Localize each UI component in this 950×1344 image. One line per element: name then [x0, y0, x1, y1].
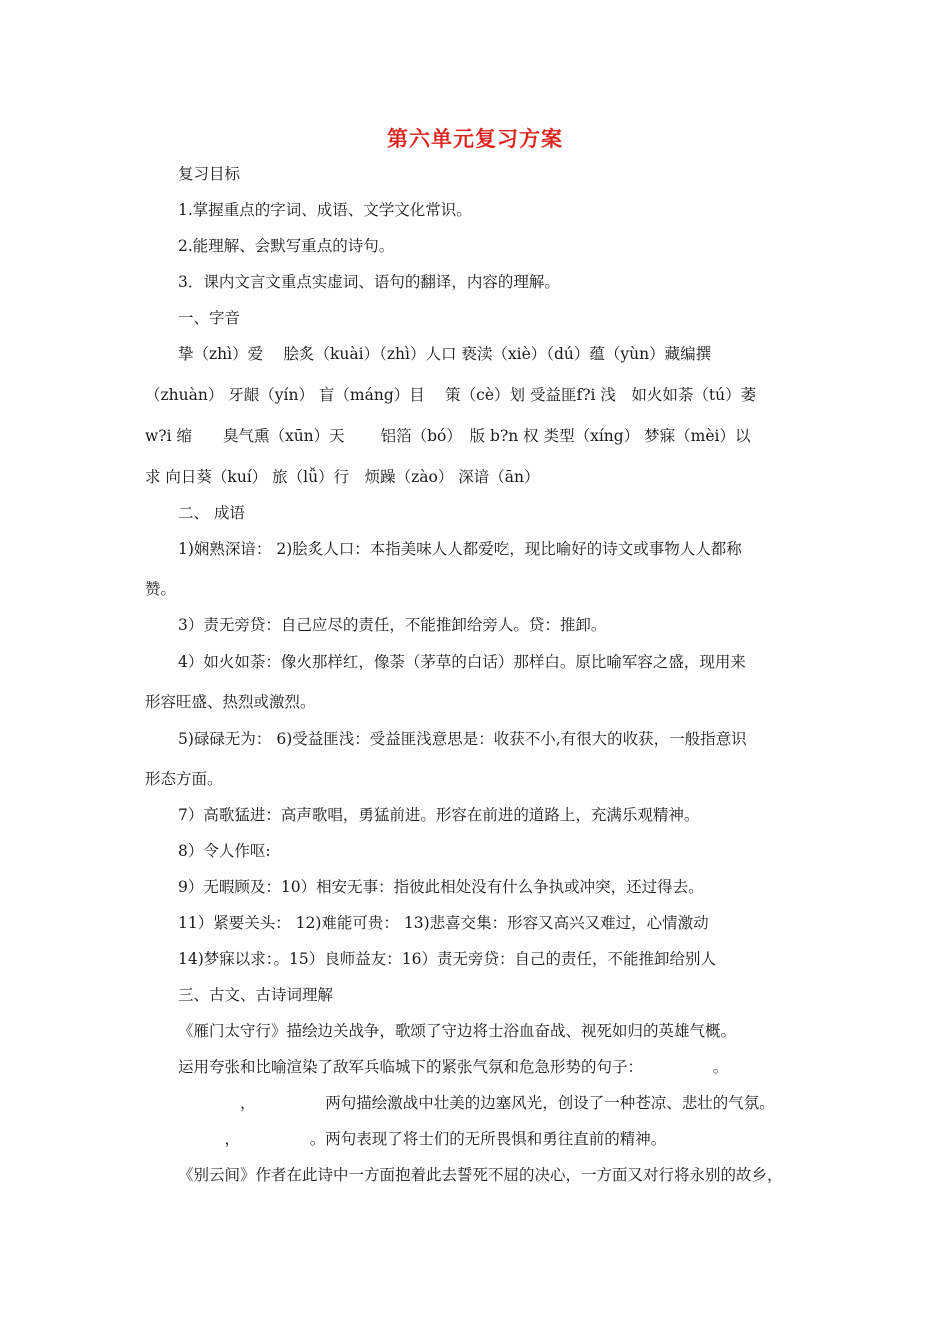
- section-heading-idioms: 二、 成语: [178, 504, 245, 522]
- poem-line: 《别云间》作者在此诗中一方面抱着此去誓死不屈的决心，一方面又对行将永别的故乡，: [178, 1166, 783, 1184]
- poem-line: ， 两句描绘激战中壮美的边塞风光，创设了一种苍凉、悲壮的气氛。: [178, 1094, 775, 1112]
- objectives-heading: 复习目标: [178, 165, 241, 183]
- idiom-line: 9）无暇顾及：10）相安无事：指彼此相处没有什么争执或冲突，还过得去。: [178, 878, 704, 896]
- objective-item: 2.能理解、会默写重点的诗句。: [178, 237, 395, 255]
- idiom-line: 1)娴熟深谙： 2)脍炙人口：本指美味人人都爱吃，现比喻好的诗文或事物人人都称: [178, 540, 742, 558]
- poem-line: ， 。两句表现了将士们的无所畏惧和勇往直前的精神。: [178, 1130, 667, 1148]
- idiom-line: 形容旺盛、热烈或激烈。: [145, 693, 316, 711]
- idiom-line: 7）高歌猛进：高声歌唱，勇猛前进。形容在前进的道路上，充满乐观精神。: [178, 806, 700, 824]
- section-heading-classical: 三、古文、古诗词理解: [178, 986, 334, 1004]
- pinyin-line: w?i 缩 臭气熏（xūn）天 铝箔（bó） 版 b?n 权 类型（xíng） 梦寐（mèi）以: [145, 427, 751, 445]
- section-heading-pronunciation: 一、字音: [178, 309, 241, 327]
- idiom-line: 形态方面。: [145, 770, 223, 788]
- pinyin-line: 挚（zhì）爱 脍炙（kuài）（zhì）人口 亵渎（xiè）（dú）蕴（yùn）藏编撰: [178, 345, 712, 363]
- page-title: 第六单元复习方案: [387, 127, 563, 151]
- idiom-line: 4）如火如荼：像火那样红，像荼（茅草的白话）那样白。原比喻军容之盛，现用来: [178, 653, 746, 671]
- objective-item: 1.掌握重点的字词、成语、文学文化常识。: [178, 201, 472, 219]
- poem-line: 《雁门太守行》描绘边关战争，歌颂了守边将士浴血奋战、视死如归的英雄气概。: [178, 1022, 737, 1040]
- pinyin-line: （zhuàn） 牙龈（yín） 盲（máng）目 策（cè）划 受益匪f?i 浅 如火如荼（tú）萎: [145, 386, 757, 404]
- pinyin-line: 求 向日葵（kuí） 旅（lǚ）行 烦躁（zào） 深谙（ān）: [145, 468, 540, 486]
- idiom-line: 14)梦寐以求：。15）良师益友：16）责无旁贷：自己的责任，不能推卸给别人: [178, 950, 716, 968]
- idiom-line: 赞。: [145, 580, 177, 598]
- objective-item: 3．课内文言文重点实虚词、语句的翻译，内容的理解。: [178, 273, 560, 291]
- idiom-line: 3）责无旁贷：自己应尽的责任，不能推卸给旁人。贷：推卸。: [178, 616, 607, 634]
- poem-line: 运用夸张和比喻渲染了敌军兵临城下的紧张气氛和危急形势的句子： 。: [178, 1058, 729, 1076]
- idiom-line: 8）令人作呕:: [178, 842, 271, 860]
- idiom-line: 5)碌碌无为： 6)受益匪浅：受益匪浅意思是：收获不小,有很大的收获，一般指意识: [178, 730, 747, 748]
- idiom-line: 11）紧要关头： 12)难能可贵： 13)悲喜交集：形容又高兴又难过，心情激动: [178, 914, 709, 932]
